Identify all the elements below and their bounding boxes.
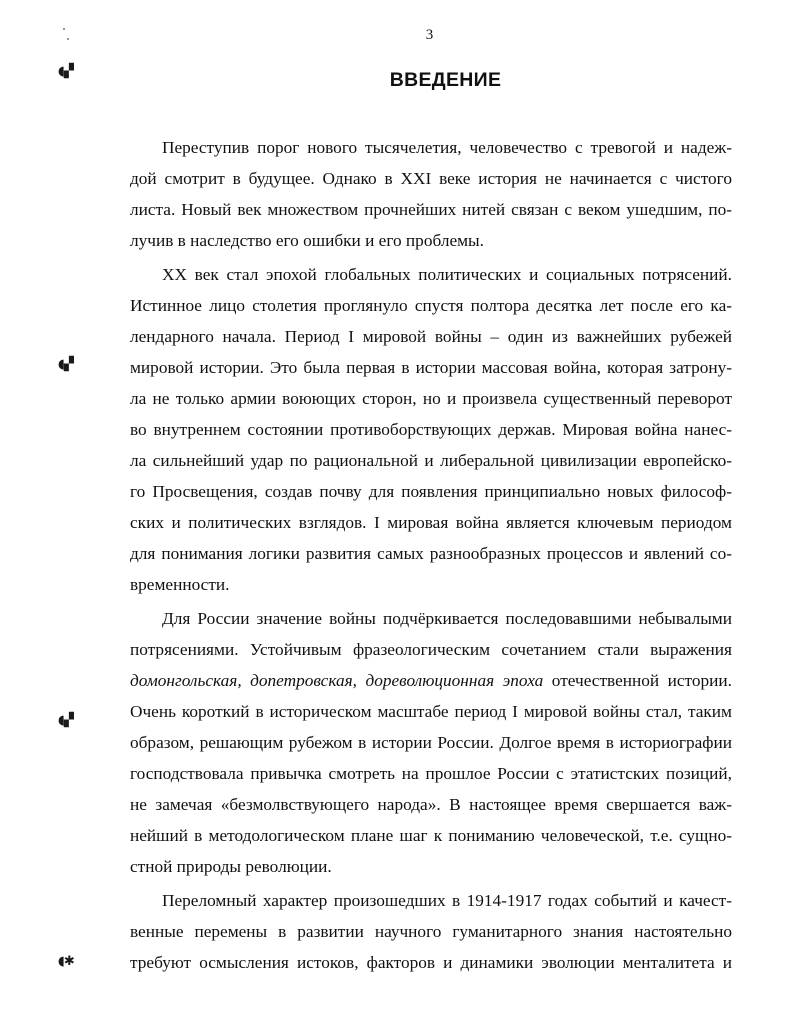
italic-phrase: домонгольская, допетровская, дореволюционная эпоха (130, 671, 544, 690)
text-line: лучив в наследство его ошибки и его проблемы. (130, 231, 484, 250)
scan-dot (67, 38, 69, 40)
text-line: Переломный характер произошедших в 1914-1917 годах событий и качест- (162, 891, 732, 910)
text-line: стной природы революции. (130, 857, 332, 876)
scan-dot (63, 28, 65, 30)
text-line: ла не только армии воюющих сторон, но и произвела существенный переворот (130, 389, 732, 408)
text-line: листа. Новый век множеством прочнейших нитей связан с веком ушедшим, по- (130, 200, 732, 219)
text-line: нейший в методологическом плане шаг к пониманию человеческой, т.е. сущно- (130, 826, 732, 845)
text-line: мировой истории. Это была первая в истории массовая война, которая затрону- (130, 358, 732, 377)
text-line: лендарного начала. Период I мировой войны – один из важнейших рубежей (130, 327, 732, 346)
binder-hole-icon: ◖▞ (58, 713, 73, 728)
paragraph-2 (130, 259, 732, 600)
text-line: венные перемены в развитии научного гуманитарного знания настоятельно (130, 922, 732, 941)
text-fragment: отечественной истории. (543, 671, 732, 690)
text-line: временности. (130, 575, 230, 594)
text-line: образом, решающим рубежом в истории России. Долгое время в историографии (130, 733, 732, 752)
text-line: Для России значение войны подчёркивается последовавшими небывалыми (162, 609, 732, 628)
paragraph-1 (130, 132, 732, 256)
page-title: ВВЕДЕНИЕ (389, 69, 502, 91)
text-line: требуют осмысления истоков, факторов и динамики эволюции менталитета и (130, 953, 732, 972)
binder-hole-icon: ◖▞ (58, 357, 73, 372)
text-line: XX век стал эпохой глобальных политических и социальных потрясений. (162, 265, 732, 284)
body-text (130, 132, 732, 978)
text-line: потрясениями. Устойчивым фразеологическим сочетанием стали выражения (130, 640, 732, 659)
text-line: господствовала привычка смотреть на прошлое России с этатистских позиций, (130, 764, 732, 783)
paragraph-3 (130, 603, 732, 882)
text-line: дой смотрит в будущее. Однако в XXI веке история не начинается с чистого (130, 169, 732, 188)
text-line: Очень короткий в историческом масштабе период I мировой войны стал, таким (130, 702, 732, 721)
text-line: не замечая «безмолвствующего народа». В настоящее время свершается важ- (130, 795, 732, 814)
binder-hole-icon: ◖▞ (58, 64, 73, 79)
text-line: ских и политических взглядов. I мировая война является ключевым периодом (130, 513, 732, 532)
text-line: во внутреннем состоянии противоборствующих держав. Мировая война нанес- (130, 420, 732, 439)
text-line: ла сильнейший удар по рациональной и либеральной цивилизации европейско- (130, 451, 732, 470)
text-line: Истинное лицо столетия проглянуло спустя полтора десятка лет после его ка- (130, 296, 732, 315)
binder-hole-icon: ◖✱ (58, 954, 74, 969)
page-number: 3 (425, 27, 434, 43)
text-line: для понимания логики развития самых разнообразных процессов и явлений со- (130, 544, 732, 563)
text-line: Переступив порог нового тысячелетия, человечество с тревогой и надеж- (162, 138, 732, 157)
text-line (130, 665, 732, 696)
text-line: го Просвещения, создав почву для появления принципиально новых философ- (130, 482, 732, 501)
paragraph-4 (130, 885, 732, 978)
